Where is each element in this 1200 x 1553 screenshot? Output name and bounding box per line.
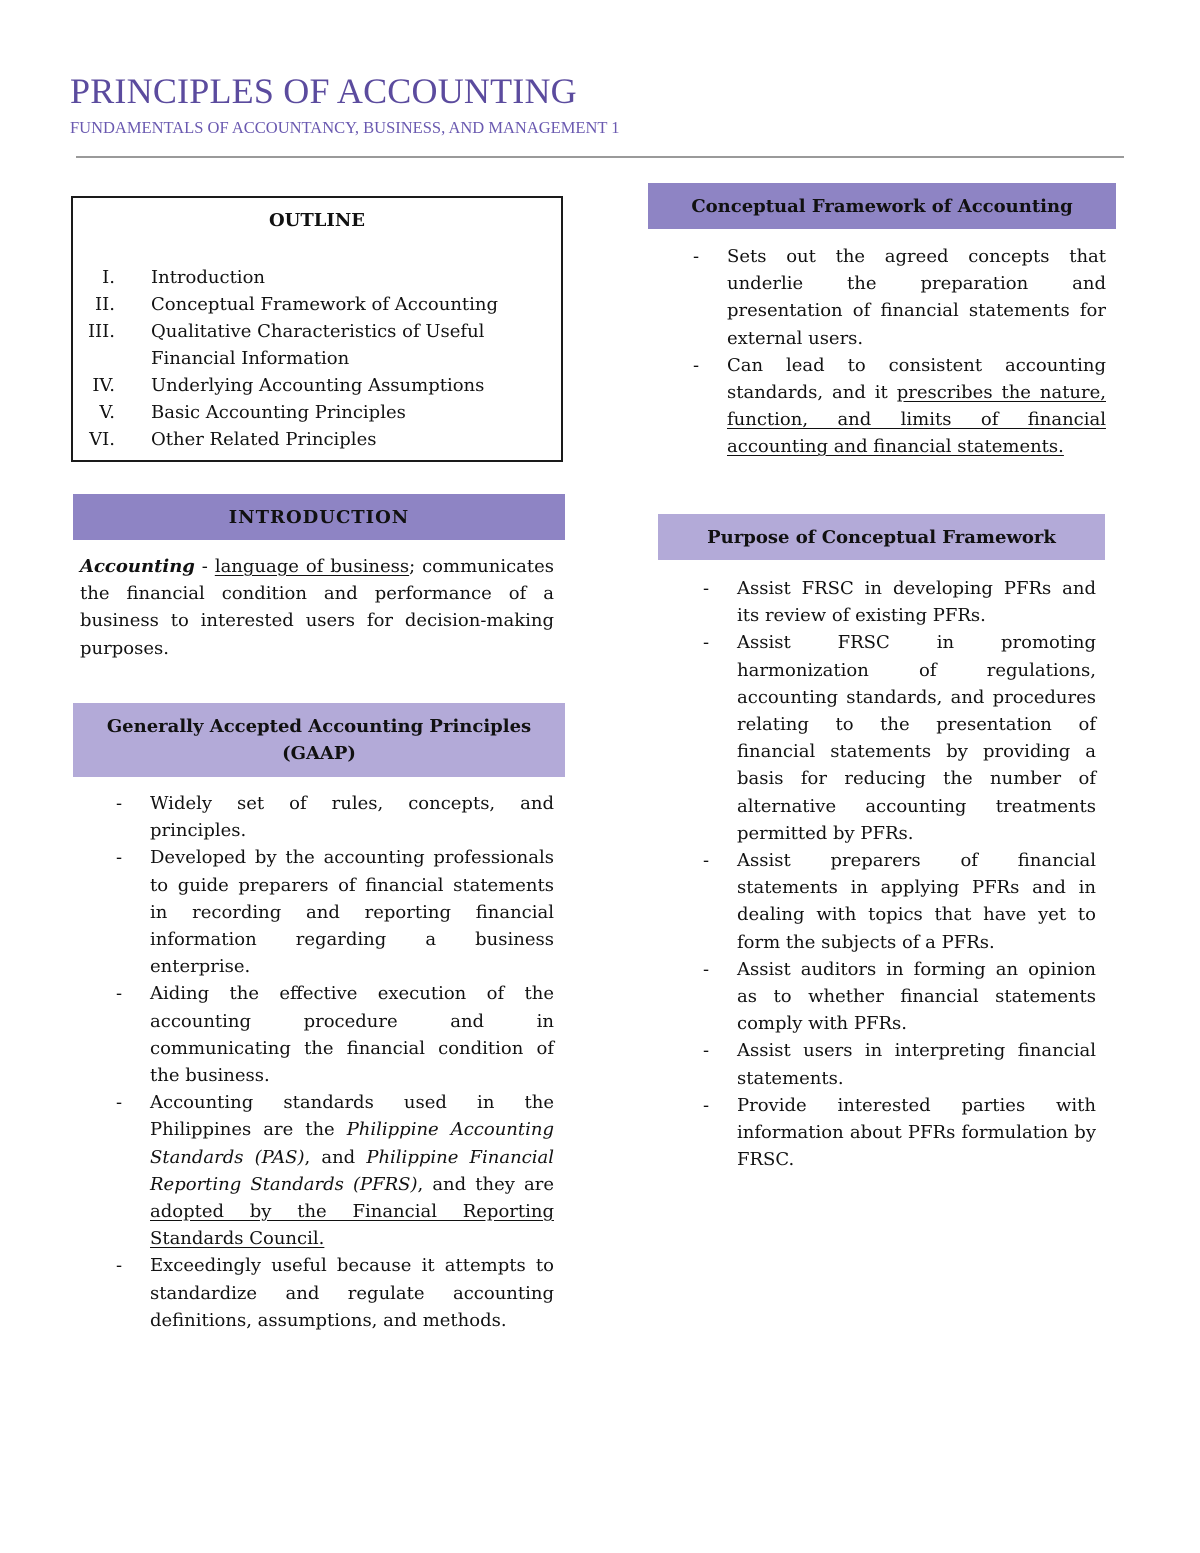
list-item: - Exceedingly useful because it attempts to standardize and regulate accounting definitions, assumptions, and methods. bbox=[116, 1255, 554, 1331]
introduction-paragraph: Accounting - language of business; communicates the financial condition and performance of a business to interested users for decision-making purposes. bbox=[80, 556, 555, 659]
list-item: - Provide interested parties with information about PFRs formulation by FRSC. bbox=[703, 1094, 1096, 1171]
list-item: - Assist preparers of financial statements in applying PFRs and in dealing with topics that have yet to form the subjects of a PFRs. bbox=[703, 850, 1096, 953]
outline-item: VI. Other Related Principles bbox=[89, 429, 377, 450]
introduction-heading: INTRODUCTION bbox=[73, 494, 565, 540]
list-item: - Assist auditors in forming an opinion as to whether financial statements comply with PFRs. bbox=[703, 958, 1096, 1035]
accounting-term: Accounting bbox=[80, 556, 195, 577]
list-item: - Aiding the effective execution of the accounting procedure and in communicating the financial condition of the business. bbox=[116, 983, 554, 1087]
list-item: - Accounting standards used in the Philippines are the Philippine Accounting Standards (PAS), and Philippine Financial Reporting Standards (PFRS), and they are adopted by the Financial Reporting Standards Council. bbox=[116, 1092, 554, 1250]
header-divider bbox=[76, 156, 1124, 158]
list-item: - Sets out the agreed concepts that underlie the preparation and presentation of financial statements for external users. bbox=[693, 246, 1106, 349]
list-item: - Widely set of rules, concepts, and principles. bbox=[116, 793, 554, 842]
conceptual-framework-list bbox=[693, 243, 1106, 461]
outline-item: II. Conceptual Framework of Accounting bbox=[95, 294, 499, 315]
gaap-bullet-list bbox=[116, 790, 554, 1334]
conceptual-framework-heading: Conceptual Framework of Accounting bbox=[648, 183, 1116, 229]
document-subtitle: FUNDAMENTALS OF ACCOUNTANCY, BUSINESS, AND MANAGEMENT 1 bbox=[70, 118, 620, 137]
outline-heading: OUTLINE bbox=[268, 210, 366, 231]
purpose-heading: Purpose of Conceptual Framework bbox=[658, 514, 1105, 560]
list-item: - Developed by the accounting professionals to guide preparers of financial statements in recording and reporting financial information regarding a business enterprise. bbox=[116, 847, 554, 978]
gaap-heading: Generally Accepted Accounting Principles (GAAP) bbox=[73, 703, 565, 777]
purpose-bullet-list bbox=[703, 575, 1096, 1173]
list-item: - Assist users in interpreting financial statements. bbox=[703, 1040, 1096, 1089]
outline-item: V. Basic Accounting Principles bbox=[99, 402, 406, 423]
list-item: - Assist FRSC in promoting harmonization of regulations, accounting standards, and procedures relating to the presentation of financial statements by providing a basis for reducing the number of alternative accounting treatments permitted by PFRs. bbox=[703, 632, 1096, 844]
outline-item: I. Introduction bbox=[102, 267, 265, 288]
outline-item: III. Qualitative Characteristics of Useful Financial Information bbox=[87, 321, 485, 369]
definition-underlined: language of business bbox=[214, 556, 410, 577]
outline-box bbox=[71, 196, 563, 462]
document-title: PRINCIPLES OF ACCOUNTING bbox=[70, 71, 577, 111]
list-item: - Can lead to consistent accounting standards, and it prescribes the nature, function, and limits of financial accounting and financial statements. bbox=[693, 354, 1106, 458]
outline-item: IV. Underlying Accounting Assumptions bbox=[92, 375, 485, 396]
list-item: - Assist FRSC in developing PFRs and its review of existing PFRs. bbox=[703, 578, 1096, 627]
outline-list bbox=[73, 264, 521, 453]
